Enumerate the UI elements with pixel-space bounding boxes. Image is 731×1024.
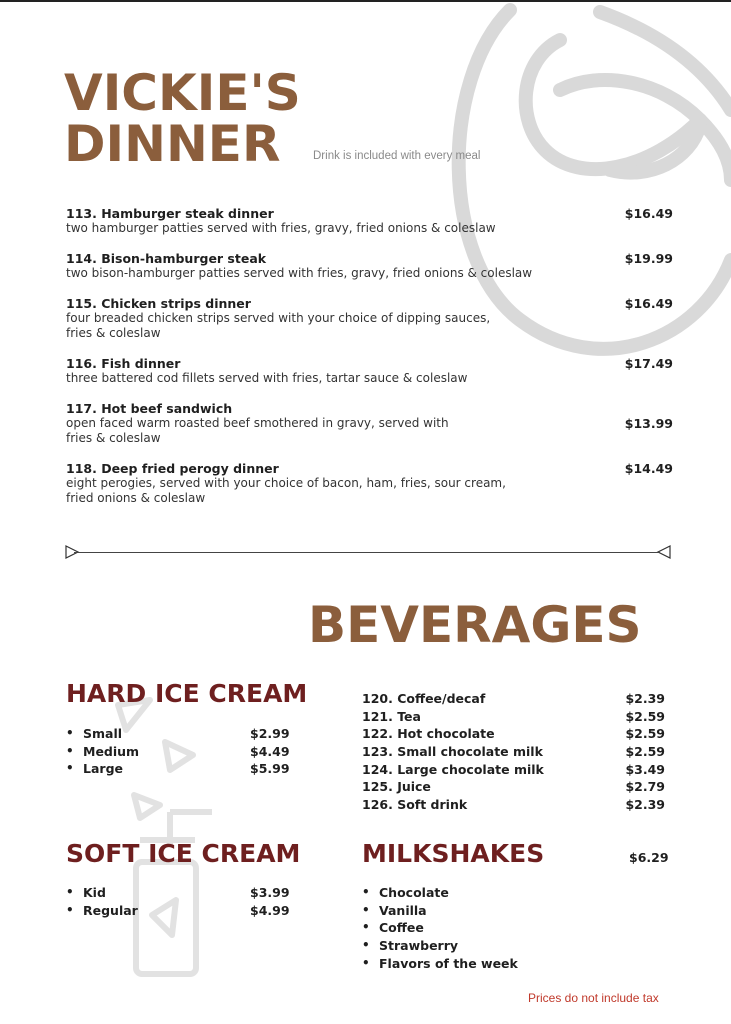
- milkshake-flavors-list: [362, 884, 612, 972]
- list-item: [362, 796, 665, 814]
- tax-note: Prices do not include tax: [528, 991, 659, 1005]
- menu-item: [66, 251, 673, 281]
- list-item: [362, 778, 665, 796]
- item-desc: four breaded chicken strips served with your choice of dipping sauces, fries & coleslaw: [66, 311, 491, 340]
- list-item: [362, 690, 665, 708]
- size-label: Medium: [83, 743, 140, 759]
- item-name: 114. Bison-hamburger steak: [66, 251, 267, 266]
- drink-label: 123. Small chocolate milk: [362, 744, 543, 760]
- item-price: $14.49: [624, 461, 673, 476]
- list-item: • Vanilla: [362, 902, 612, 920]
- item-desc: open faced warm roasted beef smothered in gravy, served with fries & coleslaw: [66, 416, 449, 445]
- item-name: 115. Chicken strips dinner: [66, 296, 251, 311]
- drink-price: $3.49: [625, 761, 665, 777]
- beverages-title: BEVERAGES: [308, 596, 642, 654]
- soft-ice-cream-list: [66, 884, 306, 919]
- milkshake-price: $6.29: [629, 850, 669, 865]
- drink-label: 122. Hot chocolate: [362, 726, 495, 742]
- size-price: $2.99: [250, 726, 290, 741]
- drinks-list: [362, 690, 665, 814]
- drink-price: $2.79: [625, 779, 665, 795]
- item-desc: two bison-hamburger patties served with fries, gravy, fried onions & coleslaw: [66, 266, 533, 280]
- drink-label: 121. Tea: [362, 708, 421, 724]
- menu-item: [66, 461, 673, 506]
- item-desc: eight perogies, served with your choice of bacon, ham, fries, sour cream, fried onions & coleslaw: [66, 476, 506, 505]
- item-name: 113. Hamburger steak dinner: [66, 206, 274, 221]
- list-item: [362, 743, 665, 761]
- drink-label: 126. Soft drink: [362, 797, 468, 813]
- list-item: [66, 743, 306, 761]
- drink-price: $2.59: [625, 708, 665, 724]
- drink-label: 124. Large chocolate milk: [362, 761, 544, 777]
- size-price: $5.99: [250, 761, 290, 777]
- drink-price: $2.39: [625, 797, 665, 813]
- item-price: $17.49: [624, 356, 673, 371]
- list-item: [362, 708, 665, 726]
- list-item: [66, 884, 306, 902]
- menu-item: [66, 206, 673, 236]
- size-price: $3.99: [250, 885, 290, 900]
- list-item: [362, 725, 665, 743]
- item-desc: three battered cod fillets served with fries, tartar sauce & coleslaw: [66, 371, 468, 385]
- list-item: • Coffee: [362, 919, 612, 937]
- size-label: Small: [83, 726, 123, 741]
- size-label: Kid: [83, 885, 106, 900]
- size-price: $4.99: [250, 902, 290, 918]
- section-divider: [74, 552, 660, 553]
- item-name: 118. Deep fried perogy dinner: [66, 461, 279, 476]
- item-price: $16.49: [624, 296, 673, 311]
- list-item: • Chocolate: [362, 884, 612, 902]
- drink-note: Drink is included with every meal: [313, 150, 481, 162]
- title-line-2: DINNER: [64, 115, 281, 173]
- item-price: $16.49: [624, 206, 673, 221]
- item-name: 116. Fish dinner: [66, 356, 181, 371]
- title-line-1: VICKIE'S: [64, 64, 301, 122]
- menu-item: [66, 356, 673, 386]
- list-item: [66, 902, 306, 920]
- milkshakes-title: MILKSHAKES: [362, 839, 545, 868]
- drink-price: $2.59: [625, 744, 665, 760]
- drink-price: $2.59: [625, 726, 665, 742]
- hard-ice-cream-list: [66, 725, 306, 778]
- size-label: Regular: [83, 902, 138, 918]
- soft-ice-cream-title: SOFT ICE CREAM: [66, 839, 301, 868]
- drink-label: 120. Coffee/decaf: [362, 691, 486, 706]
- top-border: [0, 0, 731, 2]
- item-price: $19.99: [624, 251, 673, 266]
- list-item: [66, 725, 306, 743]
- size-label: Large: [83, 761, 123, 777]
- drink-label: 125. Juice: [362, 779, 431, 795]
- drink-price: $2.39: [625, 691, 665, 706]
- list-item: [362, 761, 665, 779]
- item-name: 117. Hot beef sandwich: [66, 401, 233, 416]
- menu-item: [66, 296, 673, 341]
- list-item: • Flavors of the week: [362, 955, 612, 973]
- hard-ice-cream-title: HARD ICE CREAM: [66, 679, 308, 708]
- menu-item: [66, 401, 673, 446]
- list-item: • Strawberry: [362, 937, 612, 955]
- size-price: $4.49: [250, 743, 290, 759]
- list-item: [66, 760, 306, 778]
- item-desc: two hamburger patties served with fries, gravy, fried onions & coleslaw: [66, 221, 496, 235]
- item-price: $13.99: [624, 416, 673, 431]
